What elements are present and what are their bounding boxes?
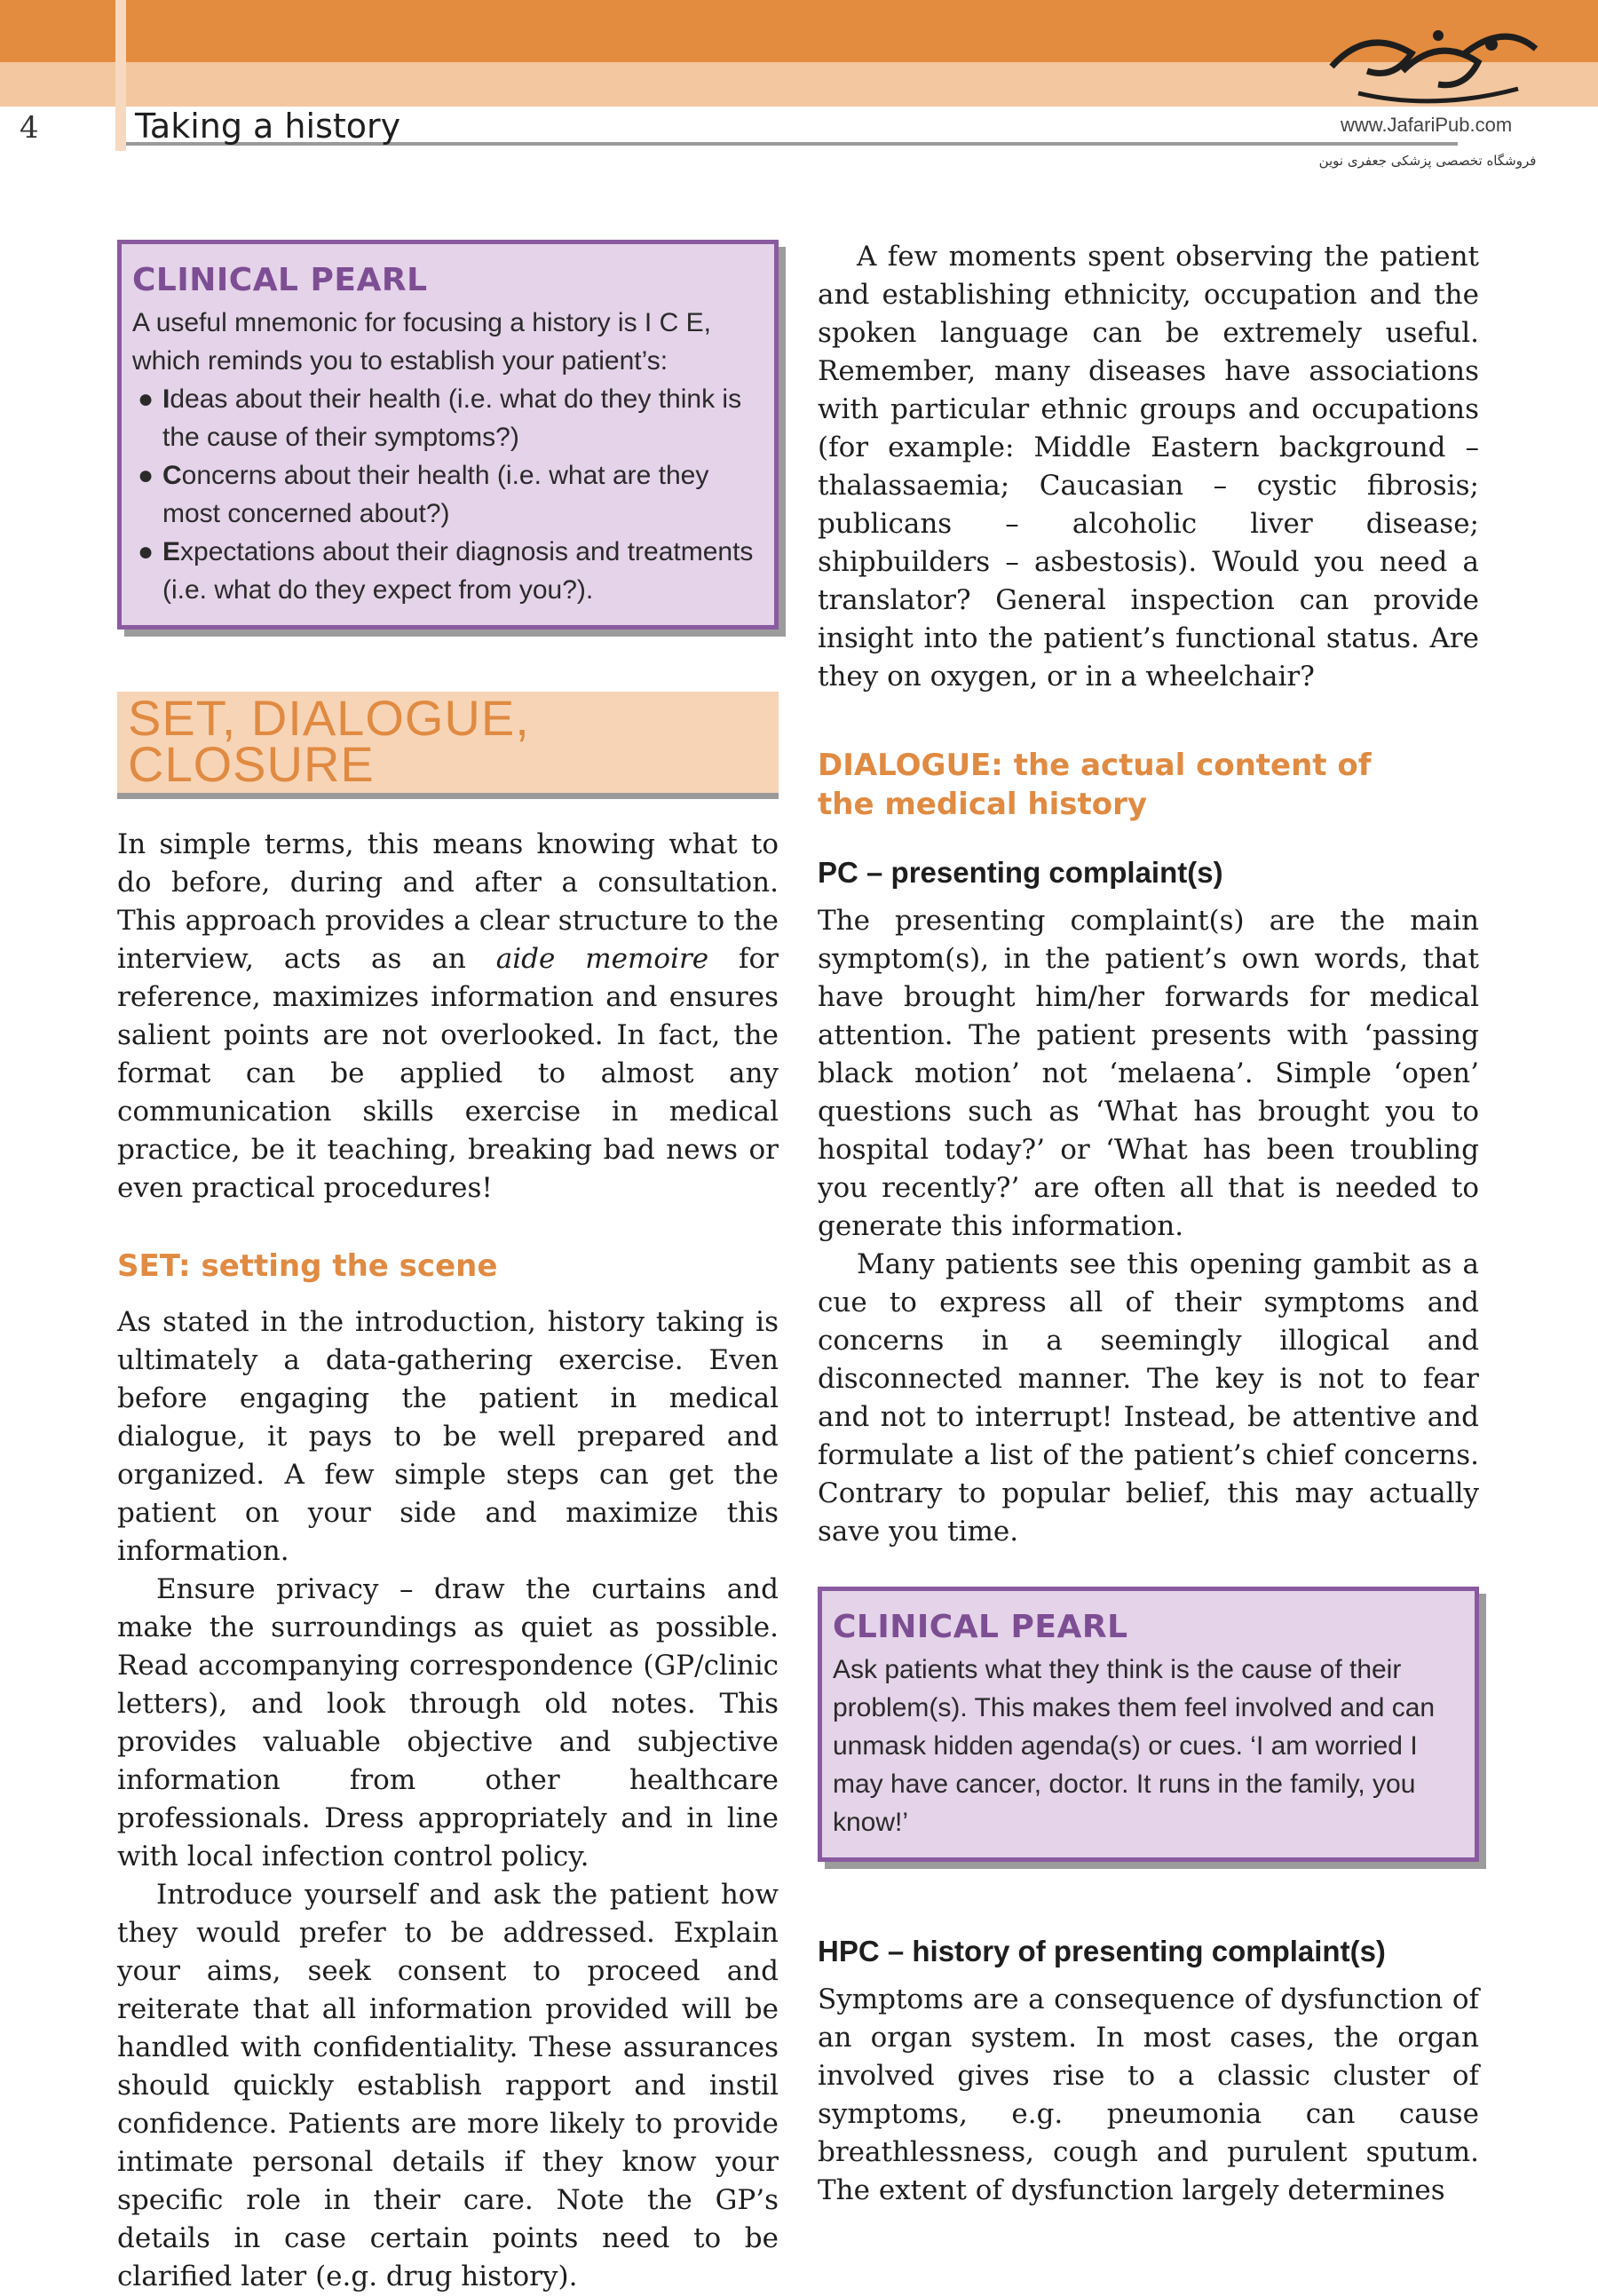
paragraph-observation: A few moments spent observing the patient and establishing ethnicity, occupation and the spoken language can be extremely useful. Remember, many diseases have associations with particular ethnic groups and occupations (for example: Middle Eastern background – thalassaemia; Caucasian – cystic fibrosis; publicans – alcoholic liver disease; shipbuilders – asbestosis). Would you need a translator? General inspection can provide insight into the patient’s functional status. Are they on oxygen, or in a wheelchair? [818, 241, 1479, 693]
paragraph-intro: In simple terms, this means knowing what to do before, during and after a consultation. This approach provides a clear structure to the interview, acts as an aide memoire for reference, maximizes information and ensures salient points are not overlooked. In fact, the format can be applied to almost any communication skills exercise in medical practice, be it teaching, breaking bad news or even practical procedures! [117, 828, 779, 1204]
paragraph-privacy: Ensure privacy – draw the curtains and make the surroundings as quiet as possible. Read accompanying correspondence (GP/clinic letters), and look through old notes. This provides valuable objective and subjective information from other healthcare professionals. Dress appropriately and in line with local infection control policy. [117, 1573, 779, 1872]
pearl-list-item: ● Ideas about their health (i.e. what do they think is the cause of their symptoms?) [132, 380, 763, 456]
pearl-title: CLINICAL PEARL [132, 262, 428, 298]
publisher-logo-icon [1314, 18, 1554, 169]
pc-heading: PC – presenting complaint(s) [818, 856, 1223, 889]
pearl-list [132, 380, 763, 609]
paragraph-pc: The presenting complaint(s) are the main symptom(s), in the patient’s own words, that have brought him/her forwards for medical attention. The patient presents with ‘passing black motion’ not ‘melaena’. Simple ‘open’ questions such as ‘What has brought you to hospital today?’ or ‘What has been troubling you recently?’ are often all that is needed to generate this information. [818, 905, 1479, 1242]
clinical-pearl-box [818, 1587, 1479, 1862]
paragraph-set: As stated in the introduction, history taking is ultimately a data-gathering exercise. Even before engaging the patient in medical dialogue, it pays to be well prepared and organized. A few simple steps can get the patient on your side and maximize this information. [117, 1306, 779, 1567]
publisher-name: فروشگاه تخصصی پزشکی جعفری نوین [1318, 153, 1537, 169]
bullet-icon: ● [138, 461, 154, 490]
header-divider [115, 0, 126, 151]
paragraph-gambit: Many patients see this opening gambit as a cue to express all of their symptoms and concerns in a seemingly illogical and disconnected manner. The key is not to fear and not to interrupt! Instead, be attentive and formulate a list of the patient’s chief concerns. Contrary to popular belief, this may actually save you time. [818, 1248, 1479, 1548]
bullet-icon: ● [138, 537, 154, 566]
set-heading: SET: setting the scene [117, 1248, 498, 1284]
left-column [117, 240, 779, 2296]
dialogue-heading-line1: DIALOGUE: the actual content of [818, 748, 1372, 783]
section-heading-box [117, 692, 779, 799]
right-column [818, 238, 1479, 2210]
pearl-list-item: ● Concerns about their health (i.e. what are they most concerned about?) [132, 456, 763, 533]
chapter-title: Taking a history [135, 107, 401, 146]
pearl-title: CLINICAL PEARL [833, 1609, 1128, 1645]
paragraph-introduce: Introduce yourself and ask the patient how they would prefer to be addressed. Explain your aims, seek consent to proceed and reiterate that all information provided will be handled with confidentiality. These assurances should quickly establish rapport and instil confidence. Patients are more likely to provide intimate personal details if they know your specific role in their care. Note the GP’s details in case certain points need to be clarified later (e.g. drug history). [117, 1879, 779, 2292]
page-number: 4 [20, 110, 39, 146]
pearl-list-item: ● Expectations about their diagnosis and treatments (i.e. what do they expect from you?). [132, 533, 763, 609]
hpc-heading: HPC – history of presenting complaint(s) [818, 1935, 1386, 1967]
bullet-icon: ● [138, 384, 154, 414]
clinical-pearl-box [117, 240, 779, 629]
dialogue-heading-line2: the medical history [818, 787, 1148, 822]
pearl-text: Ask patients what they think is the cause of their problem(s). This makes them feel involved and can unmask hidden agenda(s) or cues. ‘I am worried I may have cancer, doctor. It runs in the family, you know!’ [833, 1655, 1436, 1837]
pearl-intro: A useful mnemonic for focusing a history is I C E, which reminds you to establish your patient’s: [132, 308, 711, 376]
section-title-line1: SET, DIALOGUE, [128, 690, 530, 746]
paragraph-hpc: Symptoms are a consequence of dysfunction of an organ system. In most cases, the organ involved gives rise to a classic cluster of symptoms, e.g. pneumonia can cause breathlessness, cough and purulent sputum. The extent of dysfunction largely determines [818, 1983, 1479, 2206]
section-title-line2: CLOSURE [128, 736, 375, 792]
publisher-url[interactable]: www.JafariPub.com [1341, 114, 1513, 136]
